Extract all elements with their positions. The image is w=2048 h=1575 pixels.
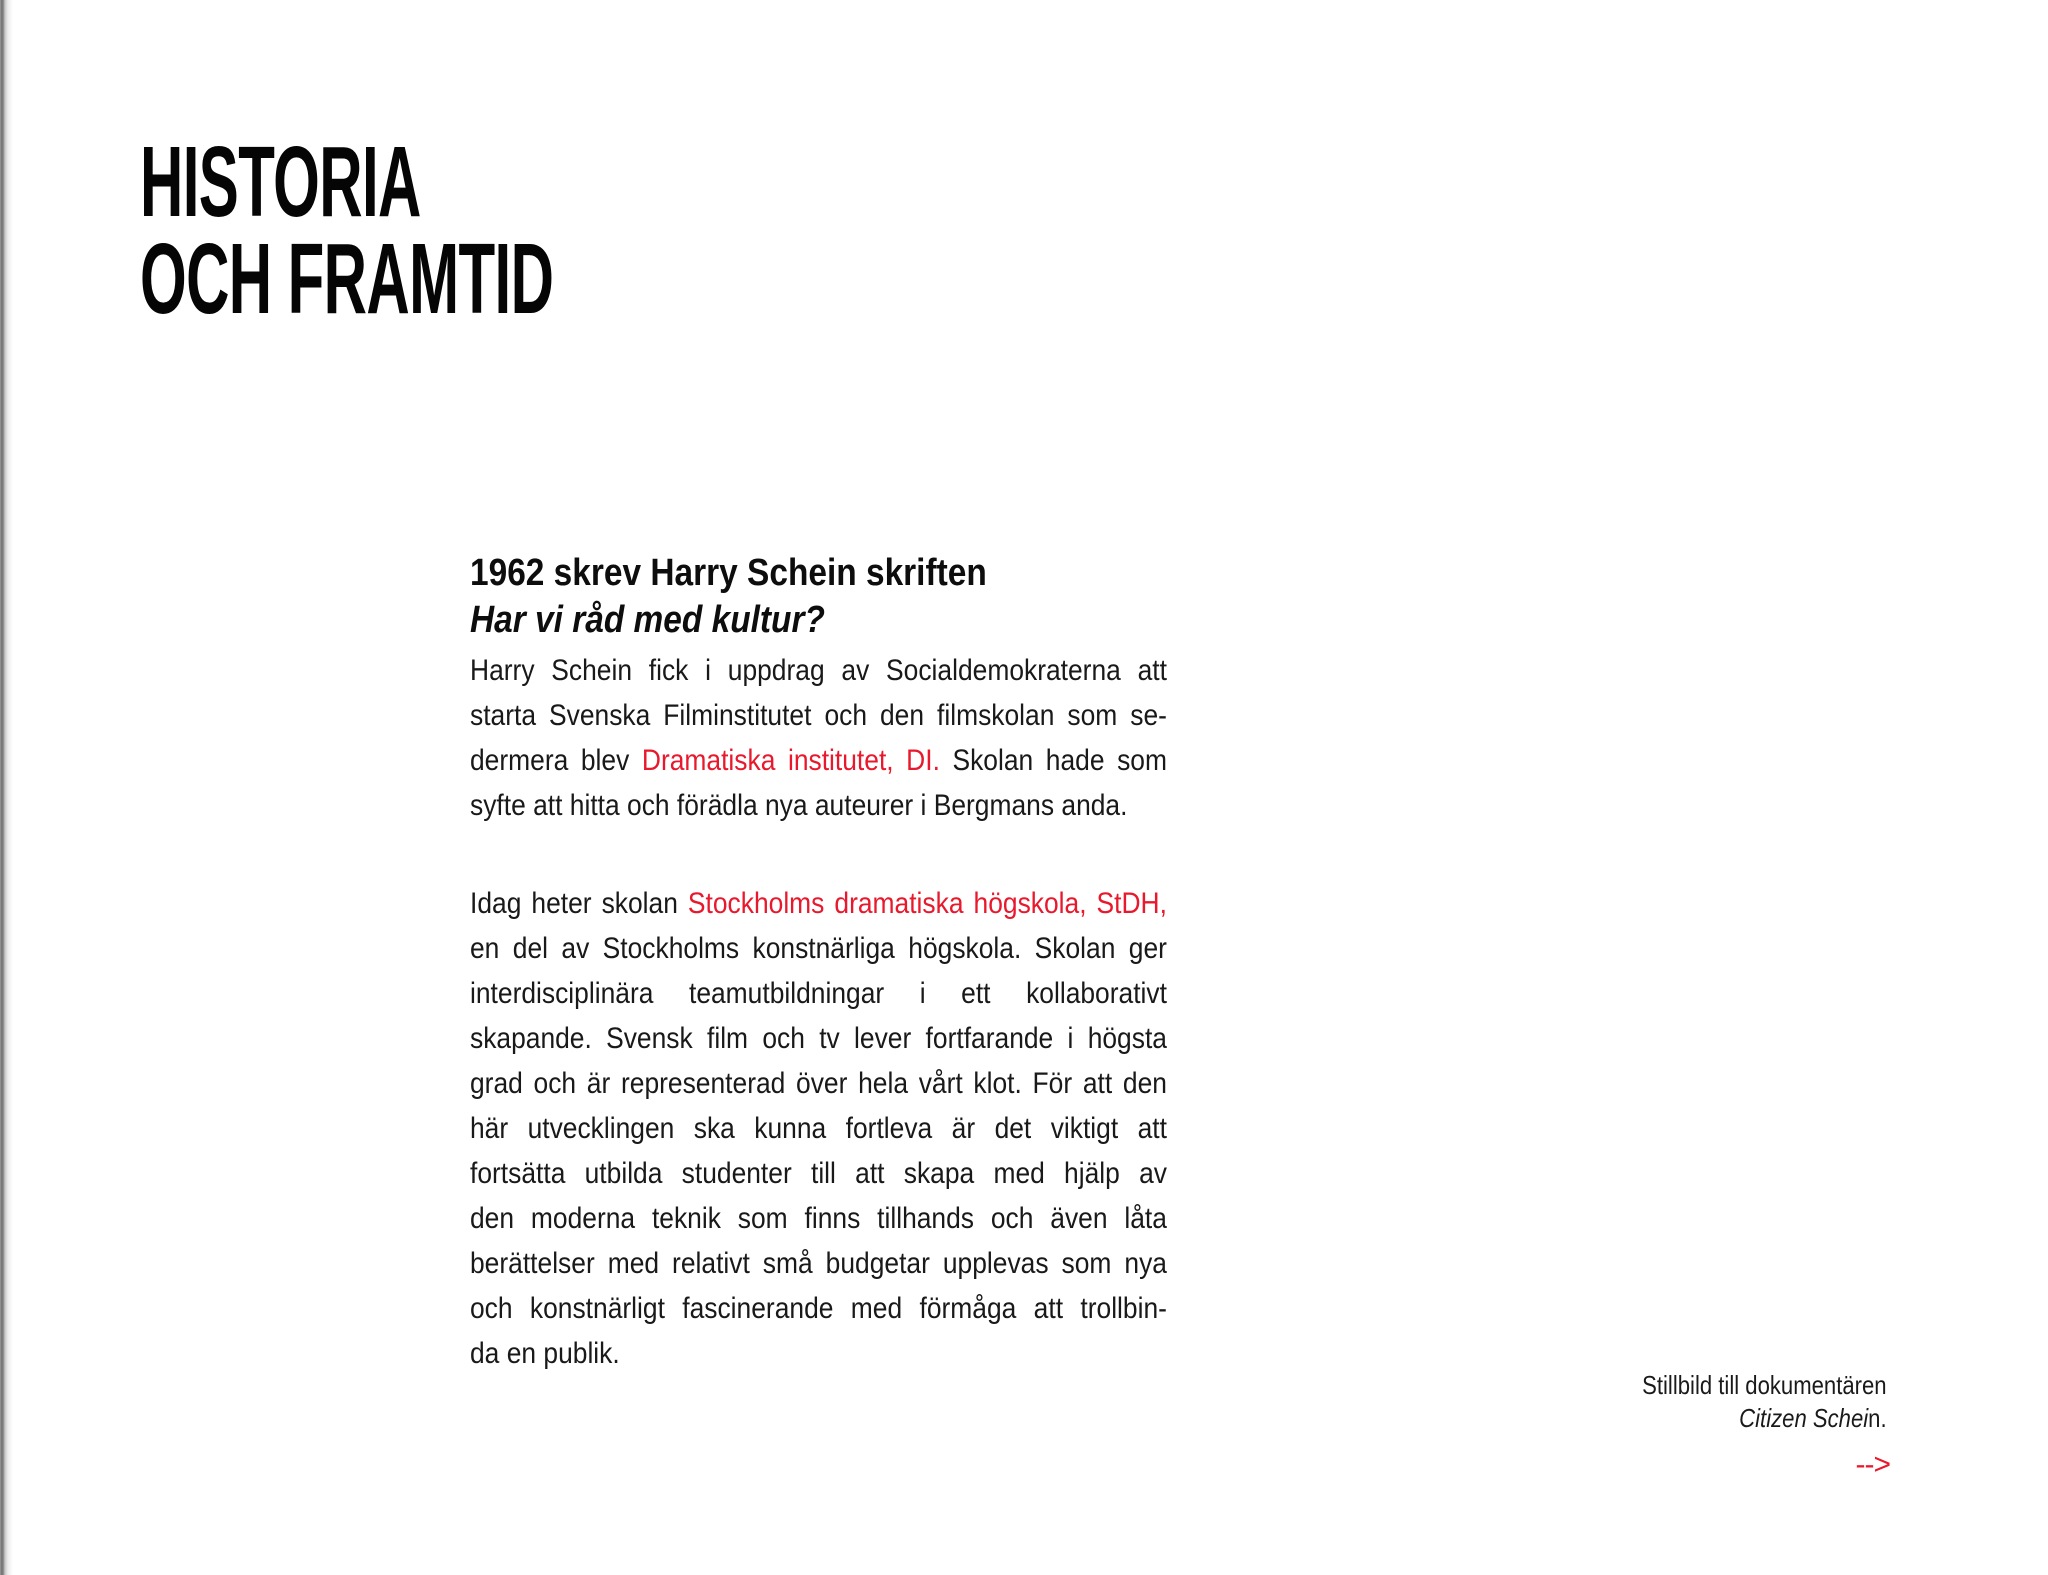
page-title-line1: HISTORIA <box>140 126 421 238</box>
photo-caption-line2 <box>1643 1402 1887 1435</box>
body-text: da en publik. <box>470 1337 620 1370</box>
body-text: Idag heter skolan <box>470 887 688 920</box>
body-paragraph <box>470 881 1167 1376</box>
body-line <box>470 1016 1167 1061</box>
body-line <box>470 1286 1167 1331</box>
body-line <box>470 881 1167 926</box>
page-edge-shadow <box>0 0 14 1575</box>
highlighted-red-text: Dramatiska institutet, DI. <box>641 744 940 777</box>
body-text: fortsätta utbilda studenter till att skapa med hjälp av <box>470 1157 1167 1190</box>
body-line <box>470 971 1167 1016</box>
body-text: syfte att hitta och förädla nya auteurer i Bergmans anda. <box>470 789 1128 822</box>
photo-caption <box>1643 1369 1887 1435</box>
body-text: Harry Schein fick i uppdrag av Socialdemokraterna att <box>470 654 1167 687</box>
body-line <box>470 1196 1167 1241</box>
body-line <box>470 1106 1167 1151</box>
body-line <box>470 648 1167 693</box>
article-column <box>470 550 1167 1376</box>
body-text: en del av Stockholms konstnärliga högskola. Skolan ger <box>470 932 1167 965</box>
body-line <box>470 783 1167 828</box>
body-text: interdisciplinära teamutbildningar i ett kollaborativt <box>470 977 1167 1010</box>
article-subhead <box>470 550 1167 644</box>
body-line <box>470 1241 1167 1286</box>
body-text: dermera blev <box>470 744 642 777</box>
body-line <box>470 1061 1167 1106</box>
next-page-arrow[interactable]: --> <box>1855 1448 1890 1481</box>
body-line <box>470 1151 1167 1196</box>
body-paragraph <box>470 648 1167 828</box>
article-body <box>470 648 1167 1376</box>
body-text: här utvecklingen ska kunna fortleva är det viktigt att <box>470 1112 1167 1145</box>
body-text: skapande. Svensk film och tv lever fortfarande i högsta <box>470 1022 1167 1055</box>
body-text: starta Svenska Filminstitutet och den filmskolan som se- <box>470 699 1167 732</box>
body-text: grad och är representerad över hela vårt klot. För att den <box>470 1067 1167 1100</box>
page-title <box>140 126 554 335</box>
subhead-line2: Har vi råd med kultur? <box>470 599 825 641</box>
body-line <box>470 738 1167 783</box>
photo-caption-line1: Stillbild till dokumentären <box>1642 1370 1887 1400</box>
body-text: berättelser med relativt små budgetar upplevas som nya <box>470 1247 1167 1280</box>
body-line <box>470 926 1167 971</box>
film-title: Citizen Schei <box>1739 1403 1869 1433</box>
photo-caption-line2-end: n. <box>1868 1403 1887 1433</box>
subhead-line1: 1962 skrev Harry Schein skriften <box>470 552 987 594</box>
body-text: och konstnärligt fascinerande med förmåga att trollbin- <box>470 1292 1167 1325</box>
body-text: Skolan hade som <box>939 744 1167 777</box>
body-line <box>470 693 1167 738</box>
page-title-line2: OCH FRAMTID <box>140 223 554 335</box>
body-line <box>470 1331 1167 1376</box>
body-text: den moderna teknik som finns tillhands och även låta <box>470 1202 1167 1235</box>
highlighted-red-text: Stockholms dramatiska högskola, StDH, <box>687 887 1167 920</box>
